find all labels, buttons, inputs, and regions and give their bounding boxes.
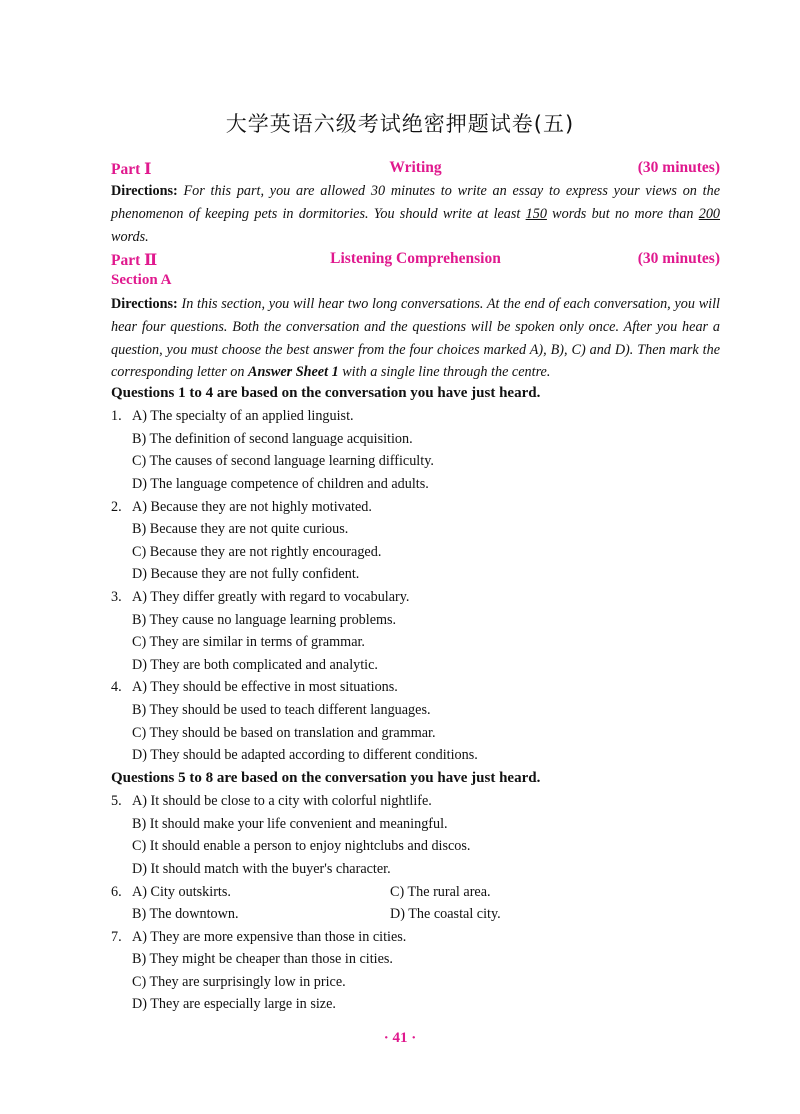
question-number: 7. [111, 929, 122, 945]
part1-label: Part Ⅰ [111, 161, 152, 178]
page-number: · 41 · [383, 1030, 417, 1046]
option-b: B) It should make your life convenient and meaningful. [132, 816, 448, 832]
section-a-heading: Section A [111, 272, 172, 288]
option-a: A) City outskirts. [132, 884, 231, 900]
option-c: C) The rural area. [390, 884, 491, 900]
option-a: A) The specialty of an applied linguist. [132, 408, 354, 424]
part2-time: (30 minutes) [637, 250, 720, 267]
question-number: 2. [111, 499, 122, 515]
part2-header [111, 250, 720, 270]
part1-name: Writing [389, 159, 442, 176]
option-b: B) Because they are not quite curious. [132, 521, 349, 537]
part2-name: Listening Comprehension [330, 250, 501, 267]
option-c: C) The causes of second language learning difficulty. [132, 453, 434, 469]
part1-header [111, 159, 720, 179]
directions-label: Directions: [111, 183, 178, 199]
part2-label: Part Ⅱ [111, 252, 158, 269]
option-a: A) They should be effective in most situations. [132, 679, 398, 695]
part1-directions: Directions: For this part, you are allowed 30 minutes to write an essay to express your views on the phenomenon of keeping pets in dormitories. You should write at least 150 words but no more than 200 words. [111, 183, 721, 245]
page-title: 大学英语六级考试绝密押题试卷(五) [225, 112, 575, 136]
option-d: D) The language competence of children and adults. [132, 476, 429, 492]
question-number: 6. [111, 884, 122, 900]
option-b: B) They cause no language learning problems. [132, 612, 397, 628]
option-d: D) The coastal city. [390, 906, 501, 922]
option-d: D) It should match with the buyer's character. [132, 861, 391, 877]
question-number: 3. [111, 589, 122, 605]
answer-sheet-ref: Answer Sheet 1 [248, 364, 339, 381]
question-number: 4. [111, 679, 122, 695]
option-a: A) It should be close to a city with colorful nightlife. [132, 793, 432, 809]
questions-5-8-heading: Questions 5 to 8 are based on the conversation you have just heard. [111, 770, 541, 786]
option-b: B) They might be cheaper than those in cities. [132, 951, 393, 967]
question-number: 1. [111, 408, 122, 424]
option-b: B) The downtown. [132, 906, 239, 922]
option-c: C) They are surprisingly low in price. [132, 974, 346, 990]
min-words: 150 [525, 205, 547, 222]
part1-time: (30 minutes) [637, 159, 720, 176]
option-a: A) They differ greatly with regard to vocabulary. [132, 589, 410, 605]
directions-label: Directions: [111, 296, 178, 312]
option-c: C) They should be based on translation and grammar. [132, 725, 436, 741]
option-b: B) The definition of second language acquisition. [132, 431, 413, 447]
option-a: A) Because they are not highly motivated. [132, 499, 372, 515]
option-c: C) It should enable a person to enjoy nightclubs and discos. [132, 838, 471, 854]
option-d: D) They are especially large in size. [132, 996, 336, 1012]
option-d: D) They should be adapted according to different conditions. [132, 747, 478, 763]
option-d: D) Because they are not fully confident. [132, 566, 360, 582]
questions-1-4-heading: Questions 1 to 4 are based on the conversation you have just heard. [111, 385, 541, 401]
option-d: D) They are both complicated and analytic. [132, 657, 378, 673]
option-a: A) They are more expensive than those in cities. [132, 929, 407, 945]
option-b: B) They should be used to teach different languages. [132, 702, 431, 718]
option-c: C) Because they are not rightly encouraged. [132, 544, 382, 560]
max-words: 200 [698, 205, 721, 222]
part2-directions: Directions: In this section, you will hear two long conversations. At the end of each conversation, you will hear four questions. Both the conversation and the questions will be spoken only once. After you hear a question, you must choose the best answer from the four choices marked A), B), C) and D). Then mark the corresponding letter on Answer Sheet 1 with a single line through the centre. [111, 296, 720, 381]
option-c: C) They are similar in terms of grammar. [132, 634, 365, 650]
question-number: 5. [111, 793, 122, 809]
